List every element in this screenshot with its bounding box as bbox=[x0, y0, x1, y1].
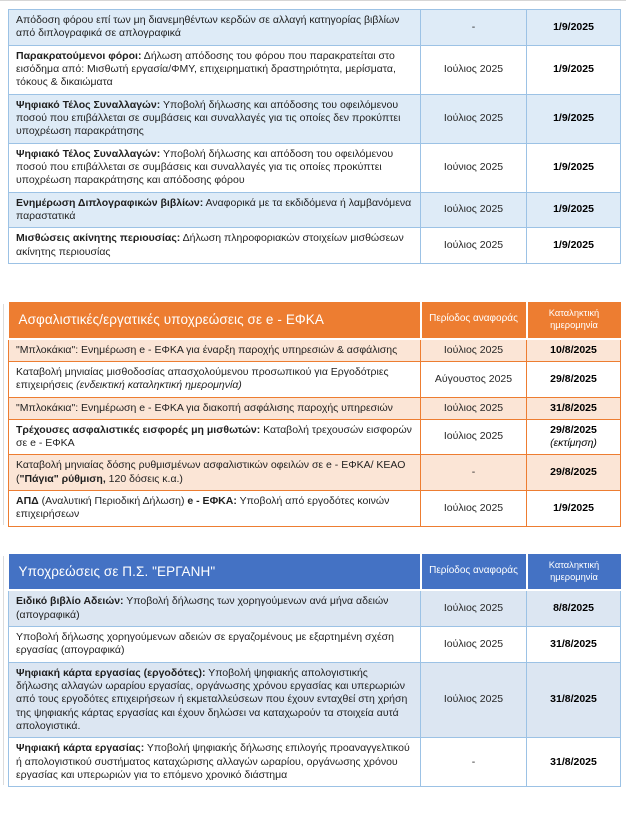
text-segment: 1/9/2025 bbox=[553, 203, 594, 216]
text-segment: Τρέχουσες ασφαλιστικές εισφορές μη μισθωτών: bbox=[16, 423, 261, 436]
obligation-description bbox=[9, 590, 421, 626]
deadline-date bbox=[527, 339, 621, 362]
obligation-description bbox=[9, 397, 421, 419]
efka-table-title: Ασφαλιστικές/εργατικές υποχρεώσεις σε e - ΕΦΚΑ bbox=[9, 302, 421, 339]
table-row bbox=[9, 419, 621, 455]
text-segment: Μισθώσεις ακίνητης περιουσίας: bbox=[16, 232, 181, 245]
text-segment: Ενημέρωση Διπλογραφικών βιβλίων: bbox=[16, 196, 204, 209]
obligation-description bbox=[9, 419, 421, 455]
deadline-date bbox=[527, 192, 621, 228]
text-segment: Υποβολή δήλωσης χορηγούμενων αδειών σε εργαζομένους με εξαρτημένη σχέση εργασίας (απογραφικά) bbox=[16, 631, 394, 657]
deadline-date bbox=[527, 590, 621, 626]
deadline-date bbox=[527, 491, 621, 527]
text-segment: "Μπλοκάκια": Ενημέρωση e - ΕΦΚΑ για έναρξη παροχής υπηρεσιών & ασφάλισης bbox=[16, 343, 398, 356]
tax-obligations-table bbox=[8, 9, 621, 264]
tax-obligations-body bbox=[9, 10, 621, 264]
ergani-table-body bbox=[9, 590, 621, 786]
text-segment: Υποβολή από εργοδότες κοινών επιχειρήσεων bbox=[16, 495, 390, 521]
deadline-column-header: Καταληκτική ημερομηνία bbox=[527, 554, 621, 591]
text-segment: 1/9/2025 bbox=[553, 62, 594, 75]
text-segment: Δήλωση πληροφοριακών στοιχείων μισθώσεων ακίνητης περιουσίας bbox=[16, 232, 404, 258]
reference-period: Ιούλιος 2025 bbox=[421, 192, 527, 228]
page-cut-line bbox=[0, 0, 626, 1]
table-row bbox=[9, 738, 621, 787]
obligation-description bbox=[9, 143, 421, 192]
text-segment: 29/8/2025 bbox=[550, 372, 597, 385]
deadline-date bbox=[527, 228, 621, 264]
table-row bbox=[9, 339, 621, 362]
text-segment: Ψηφιακή κάρτα εργασίας (εργοδότες): bbox=[16, 666, 206, 679]
header-row bbox=[9, 302, 621, 339]
table-row bbox=[9, 397, 621, 419]
obligation-description bbox=[9, 228, 421, 264]
text-segment: Δήλωση απόδοσης του φόρου που παρακρατείται στο εισόδημα από: Μισθωτή εργασία/ΦΜΥ, επιχειρηματική δραστηριότητα, μερίσματα, τόκους & δικαιώματα bbox=[16, 49, 396, 89]
text-segment: 8/8/2025 bbox=[553, 602, 594, 615]
header-row bbox=[9, 554, 621, 591]
efka-table-wrap bbox=[8, 302, 620, 527]
table-row bbox=[9, 627, 621, 663]
deadline-date bbox=[527, 455, 621, 491]
obligation-description bbox=[9, 10, 421, 46]
deadline-date bbox=[527, 361, 621, 397]
text-segment: Υποβολή ψηφιακής απολογιστικής δήλωσης αλλαγών ωραρίου εργασίας, οργάνωσης χρόνου εργασίας και υπερωριών από τους εργοδότες επιχειρήσεων ή εκμεταλλεύσεων που έχουν ενταχθεί στη χρήση της ψηφιακής κάρτας εργασίας και έχουν δηλώσει να καταχωρούν τα στοιχεία αυτά απολογιστικά. bbox=[16, 666, 408, 733]
text-segment: 120 δόσεις κ.α.) bbox=[105, 472, 183, 485]
text-segment: 31/8/2025 bbox=[550, 693, 597, 706]
deadline-date bbox=[527, 143, 621, 192]
left-edge-artifact-line bbox=[3, 304, 4, 525]
deadline-date bbox=[527, 94, 621, 143]
text-segment: Υποβολή δήλωσης και απόδοσης του οφειλόμενου ποσού που επιβάλλεται σε συμβάσεις και συναλλαγές για τις οποίες δεν προκύπτει υποχρέωση παρακράτησης bbox=[16, 98, 401, 138]
efka-table-header bbox=[9, 302, 621, 339]
text-segment: 31/8/2025 bbox=[550, 755, 597, 768]
text-segment: 1/9/2025 bbox=[553, 20, 594, 33]
obligation-description bbox=[9, 339, 421, 362]
obligation-description bbox=[9, 627, 421, 663]
reference-period: Ιούλιος 2025 bbox=[421, 397, 527, 419]
deadline-date bbox=[527, 419, 621, 455]
reference-period: Ιούλιος 2025 bbox=[421, 590, 527, 626]
ergani-obligations-table bbox=[8, 554, 621, 788]
table-row bbox=[9, 590, 621, 626]
reference-period: Ιούλιος 2025 bbox=[421, 94, 527, 143]
obligation-description bbox=[9, 491, 421, 527]
table-row bbox=[9, 143, 621, 192]
deadline-date bbox=[527, 662, 621, 738]
text-segment: 31/8/2025 bbox=[550, 401, 597, 414]
obligation-description bbox=[9, 192, 421, 228]
reference-period: Ιούλιος 2025 bbox=[421, 419, 527, 455]
table-row bbox=[9, 10, 621, 46]
text-segment: 29/8/2025 bbox=[550, 423, 597, 436]
text-segment: 1/9/2025 bbox=[553, 238, 594, 251]
efka-obligations-table bbox=[8, 302, 621, 527]
text-segment: (εκτίμηση) bbox=[550, 437, 597, 450]
ergani-table-title: Υποχρεώσεις σε Π.Σ. "ΕΡΓΑΝΗ" bbox=[9, 554, 421, 591]
text-segment: (ενδεικτική καταληκτική ημερομηνία) bbox=[76, 379, 242, 392]
text-segment: Υποβολή ψηφιακής δήλωσης επιλογής προαναγγελτικού ή απολογιστικού συστήματος καταχώρισης αλλαγών ωραρίου, οργάνωσης χρόνου εργασίας και υπερωριών για το επόμενο χρονικό διάστημα bbox=[16, 742, 410, 781]
text-segment: Καταβολή μηνιαίας μισθοδοσίας απασχολούμενου προσωπικού για Εργοδότριες επιχειρήσεις bbox=[16, 365, 389, 392]
reference-period: Ιούλιος 2025 bbox=[421, 662, 527, 738]
deadline-date bbox=[527, 738, 621, 787]
reference-period: Ιούλιος 2025 bbox=[421, 228, 527, 264]
text-segment: Απόδοση φόρου επί των μη διανεμηθέντων κερδών σε αλλαγή κατηγορίας βιβλίων από διπλογραφικά σε απλογραφικά bbox=[16, 14, 400, 40]
ergani-table-wrap bbox=[8, 554, 620, 788]
reference-period: Ιούλιος 2025 bbox=[421, 627, 527, 663]
table-row bbox=[9, 45, 621, 94]
table-row bbox=[9, 361, 621, 397]
deadline-date bbox=[527, 10, 621, 46]
text-segment: 1/9/2025 bbox=[553, 501, 594, 514]
reference-period: Ιούλιος 2025 bbox=[421, 339, 527, 362]
obligation-description bbox=[9, 662, 421, 738]
text-segment: 1/9/2025 bbox=[553, 111, 594, 124]
table-row bbox=[9, 228, 621, 264]
reference-period: Ιούλιος 2025 bbox=[421, 45, 527, 94]
text-segment: Ψηφιακό Τέλος Συναλλαγών: bbox=[16, 98, 161, 111]
period-column-header: Περίοδος αναφοράς bbox=[421, 554, 527, 591]
deadline-date bbox=[527, 45, 621, 94]
deadline-column-header: Καταληκτική ημερομηνία bbox=[527, 302, 621, 339]
table-row bbox=[9, 455, 621, 491]
text-segment: 29/8/2025 bbox=[550, 466, 597, 479]
text-segment: Καταβολή τρεχουσών εισφορών σε e - ΕΦΚΑ bbox=[16, 423, 412, 450]
text-segment: Καταβολή μηνιαίας δόσης ρυθμισμένων ασφαλιστικών οφειλών σε e - ΕΦΚΑ/ ΚΕΑΟ ( bbox=[16, 459, 406, 485]
ergani-table-header bbox=[9, 554, 621, 591]
reference-period: - bbox=[421, 738, 527, 787]
text-segment: Υποβολή δήλωσης των χορηγούμενων ανά μήνα αδειών (απογραφικά) bbox=[16, 595, 389, 621]
text-segment: Ψηφιακό Τέλος Συναλλαγών: bbox=[16, 147, 161, 160]
deadline-date bbox=[527, 627, 621, 663]
text-segment: ΑΠΔ bbox=[16, 495, 39, 508]
text-segment: Αναφορικά με τα εκδιδόμενα ή λαμβανόμενα παραστατικά bbox=[16, 196, 412, 222]
text-segment: (Αναλυτική Περιοδική Δήλωση) bbox=[38, 495, 188, 508]
efka-table-body bbox=[9, 339, 621, 527]
table-row bbox=[9, 94, 621, 143]
deadline-date bbox=[527, 397, 621, 419]
reference-period: - bbox=[421, 10, 527, 46]
text-segment: "Μπλοκάκια": Ενημέρωση e - ΕΦΚΑ για διακοπή ασφάλισης παροχής υπηρεσιών bbox=[16, 401, 393, 414]
text-segment: 10/8/2025 bbox=[550, 343, 597, 356]
table-row bbox=[9, 662, 621, 738]
text-segment: "Πάγια" ρύθμιση, bbox=[19, 472, 106, 485]
obligation-description bbox=[9, 45, 421, 94]
reference-period: Αύγουστος 2025 bbox=[421, 361, 527, 397]
text-segment: Υποβολή δήλωσης και απόδοση του οφειλόμενου ποσού που επιβάλλεται σε συμβάσεις και συναλλαγές για τις οποίες προκύπτει υποχρέωση παρακράτησης και απόδοσης φόρου bbox=[16, 147, 394, 187]
left-edge-artifact-line bbox=[3, 556, 4, 786]
obligation-description bbox=[9, 738, 421, 787]
text-segment: e - ΕΦΚΑ: bbox=[187, 495, 237, 508]
table-row bbox=[9, 192, 621, 228]
text-segment: Ψηφιακή κάρτα εργασίας: bbox=[16, 742, 145, 755]
text-segment: 1/9/2025 bbox=[553, 160, 594, 173]
reference-period: Ιούνιος 2025 bbox=[421, 143, 527, 192]
obligation-description bbox=[9, 94, 421, 143]
obligation-description bbox=[9, 455, 421, 491]
reference-period: Ιούλιος 2025 bbox=[421, 491, 527, 527]
period-column-header: Περίοδος αναφοράς bbox=[421, 302, 527, 339]
text-segment: 31/8/2025 bbox=[550, 637, 597, 650]
reference-period: - bbox=[421, 455, 527, 491]
text-segment: Παρακρατούμενοι φόροι: bbox=[16, 49, 142, 62]
text-segment: Ειδικό βιβλίο Αδειών: bbox=[16, 595, 124, 608]
table-row bbox=[9, 491, 621, 527]
obligation-description bbox=[9, 361, 421, 397]
